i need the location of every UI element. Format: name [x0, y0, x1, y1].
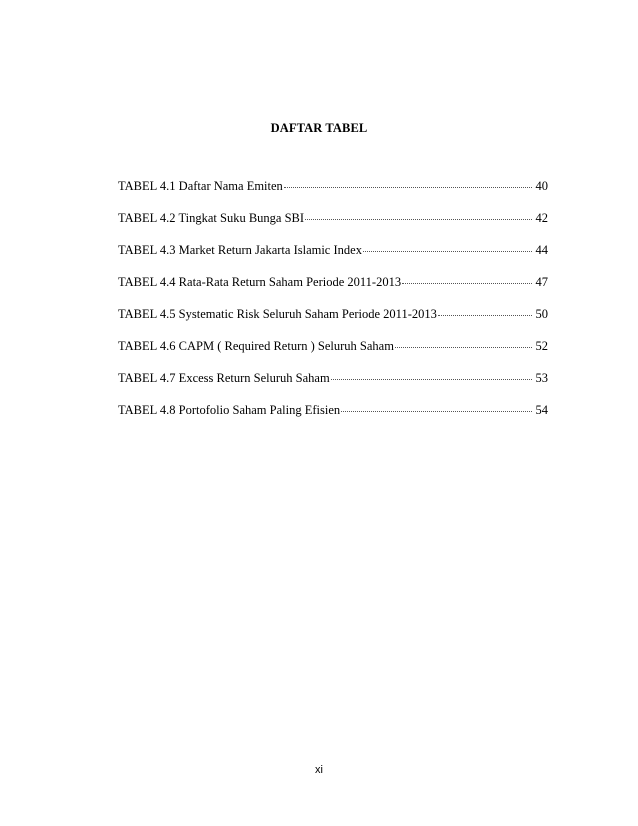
- toc-entry-page: 40: [535, 179, 548, 193]
- toc-entry: [118, 266, 548, 298]
- toc-entry: [118, 234, 548, 266]
- toc-entry-page: 42: [535, 211, 548, 225]
- dot-leader: [284, 187, 532, 188]
- dot-leader: [438, 315, 532, 316]
- toc-entry-page: 44: [535, 243, 548, 257]
- toc-entry-label: TABEL 4.6 CAPM ( Required Return ) Seluruh Saham: [118, 339, 394, 353]
- dot-leader: [305, 219, 532, 220]
- toc-entry: [118, 330, 548, 362]
- toc-entry-page: 47: [535, 275, 548, 289]
- dot-leader: [395, 347, 532, 348]
- table-of-tables: [118, 170, 548, 426]
- toc-entry-page: 54: [535, 403, 548, 417]
- toc-entry-page: 53: [535, 371, 548, 385]
- toc-entry: [118, 170, 548, 202]
- toc-entry-label: TABEL 4.5 Systematic Risk Seluruh Saham Periode 2011-2013: [118, 307, 437, 321]
- toc-entry-label: TABEL 4.1 Daftar Nama Emiten: [118, 179, 283, 193]
- toc-entry-label: TABEL 4.7 Excess Return Seluruh Saham: [118, 371, 330, 385]
- toc-entry: [118, 394, 548, 426]
- toc-entry: [118, 202, 548, 234]
- toc-entry-label: TABEL 4.3 Market Return Jakarta Islamic Index: [118, 243, 362, 257]
- toc-entry-label: TABEL 4.4 Rata-Rata Return Saham Periode 2011-2013: [118, 275, 402, 289]
- toc-entry: [118, 298, 548, 330]
- dot-leader: [341, 411, 532, 412]
- dot-leader: [402, 283, 532, 284]
- dot-leader: [331, 379, 532, 380]
- toc-entry-label: TABEL 4.8 Portofolio Saham Paling Efisien: [118, 403, 341, 417]
- page-number: xi: [315, 764, 323, 776]
- dot-leader: [363, 251, 532, 252]
- toc-entry-label: TABEL 4.2 Tingkat Suku Bunga SBI: [118, 211, 305, 225]
- page-title: DAFTAR TABEL: [270, 121, 368, 135]
- toc-entry-page: 52: [535, 339, 548, 353]
- toc-entry: [118, 362, 548, 394]
- toc-entry-page: 50: [535, 307, 548, 321]
